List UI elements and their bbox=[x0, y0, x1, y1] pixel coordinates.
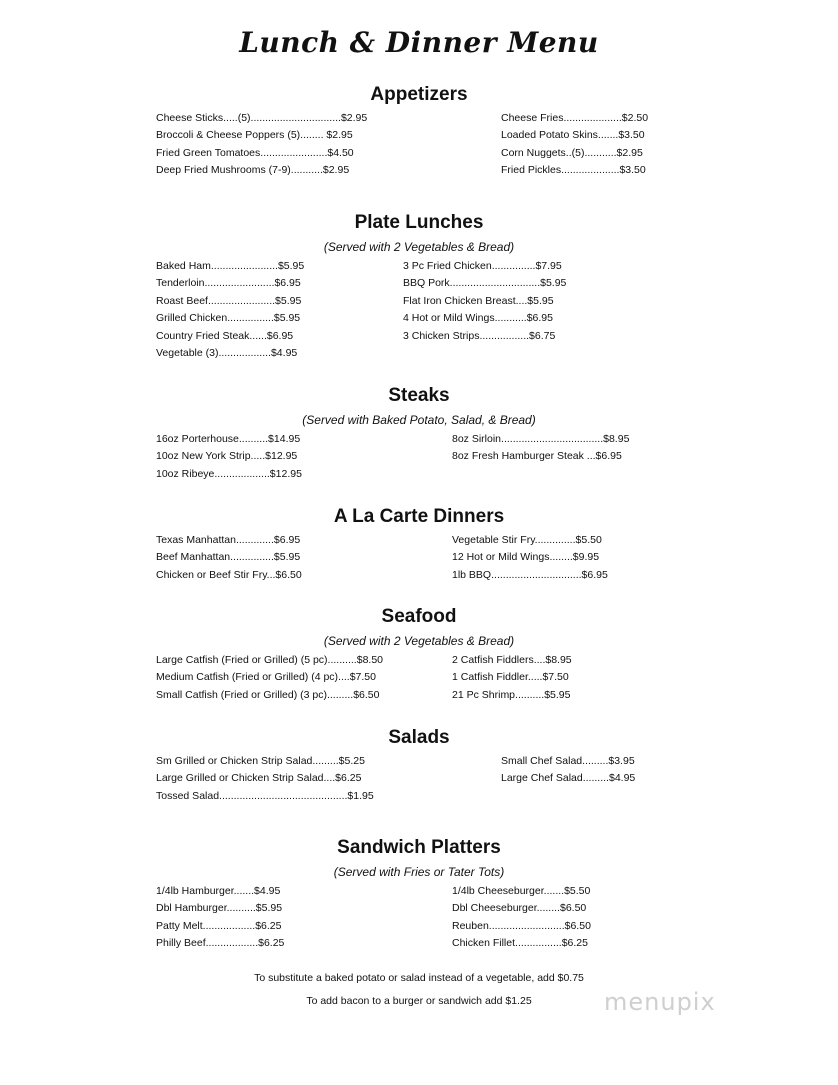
menu-item: Roast Beef.......................$5.95 bbox=[156, 294, 302, 307]
menu-item: 3 Chicken Strips.................$6.75 bbox=[403, 329, 556, 342]
menu-item: Fried Pickles....................$3.50 bbox=[501, 164, 646, 177]
menu-title: Lunch & Dinner Menu bbox=[239, 26, 599, 59]
menu-item: Country Fried Steak......$6.95 bbox=[156, 329, 294, 342]
menu-item: 4 Hot or Mild Wings...........$6.95 bbox=[403, 312, 553, 325]
seafood-left-column bbox=[156, 652, 383, 704]
menu-item: Texas Manhattan.............$6.95 bbox=[156, 534, 301, 546]
steaks-heading: Steaks bbox=[388, 385, 450, 406]
menu-item: Small Catfish (Fried or Grilled) (3 pc).........$6.50 bbox=[156, 688, 380, 701]
menu-item: Large Catfish (Fried or Grilled) (5 pc)..........$8.50 bbox=[156, 654, 384, 666]
menu-item: Large Chef Salad.........$4.95 bbox=[501, 772, 636, 785]
menu-item: 3 Pc Fried Chicken...............$7.95 bbox=[403, 260, 562, 272]
menu-item: 8oz Sirloin...................................$8.95 bbox=[452, 433, 630, 445]
menu-item: 10oz Ribeye...................$12.95 bbox=[156, 467, 302, 480]
menu-item: Flat Iron Chicken Breast....$5.95 bbox=[403, 294, 554, 307]
plate-lunches-left-column bbox=[156, 258, 304, 362]
menu-item: Chicken Fillet................$6.25 bbox=[452, 937, 588, 950]
menu-item: Dbl Cheeseburger........$6.50 bbox=[452, 902, 587, 915]
sandwich-platters-right-column bbox=[452, 883, 591, 953]
menu-item: Patty Melt..................$6.25 bbox=[156, 919, 282, 932]
menu-item: 1 Catfish Fiddler.....$7.50 bbox=[452, 671, 569, 684]
menu-item: Tenderloin........................$6.95 bbox=[156, 277, 301, 290]
menu-item: 21 Pc Shrimp..........$5.95 bbox=[452, 688, 571, 701]
appetizers-left-column bbox=[156, 110, 367, 180]
menu-item: 12 Hot or Mild Wings........$9.95 bbox=[452, 551, 600, 564]
menu-item: 8oz Fresh Hamburger Steak ...$6.95 bbox=[452, 450, 622, 463]
menu-item: Beef Manhattan...............$5.95 bbox=[156, 551, 301, 564]
plate-lunches-heading: Plate Lunches bbox=[354, 212, 484, 233]
substitute-note: To substitute a baked potato or salad instead of a vegetable, add $0.75 bbox=[254, 972, 584, 984]
steaks-right-column bbox=[452, 431, 629, 466]
menu-item: Sm Grilled or Chicken Strip Salad.........$5.25 bbox=[156, 755, 365, 767]
menu-item: Corn Nuggets..(5)...........$2.95 bbox=[501, 146, 643, 159]
menu-item: 2 Catfish Fiddlers....$8.95 bbox=[452, 654, 572, 666]
menu-item: Chicken or Beef Stir Fry...$6.50 bbox=[156, 568, 302, 581]
menu-item: 16oz Porterhouse..........$14.95 bbox=[156, 433, 301, 445]
a-la-carte-heading: A La Carte Dinners bbox=[333, 506, 505, 527]
menupix-watermark: menupix bbox=[604, 988, 716, 1016]
sandwich-platters-left-column bbox=[156, 883, 284, 953]
sandwich-platters-heading: Sandwich Platters bbox=[337, 837, 501, 858]
menu-item: Deep Fried Mushrooms (7-9)...........$2.95 bbox=[156, 164, 350, 177]
menu-item: Tossed Salad............................................$1.95 bbox=[156, 789, 374, 802]
menu-item: 1/4lb Hamburger.......$4.95 bbox=[156, 885, 281, 897]
appetizers-right-column bbox=[501, 110, 648, 180]
a-la-carte-left-column bbox=[156, 532, 302, 584]
menu-item: Baked Ham.......................$5.95 bbox=[156, 260, 305, 272]
menu-item: Vegetable Stir Fry..............$5.50 bbox=[452, 534, 602, 546]
menu-item: Grilled Chicken................$5.95 bbox=[156, 312, 301, 325]
menu-item: Large Grilled or Chicken Strip Salad....$6.25 bbox=[156, 772, 362, 785]
menu-item: Cheese Fries....................$2.50 bbox=[501, 112, 649, 124]
a-la-carte-right-column bbox=[452, 532, 608, 584]
steaks-left-column bbox=[156, 431, 302, 483]
menu-item: 1/4lb Cheeseburger.......$5.50 bbox=[452, 885, 591, 897]
menu-item: 10oz New York Strip.....$12.95 bbox=[156, 450, 298, 463]
plate-lunches-right-column bbox=[403, 258, 566, 345]
steaks-note: (Served with Baked Potato, Salad, & Bread) bbox=[302, 413, 536, 427]
menu-item: Dbl Hamburger..........$5.95 bbox=[156, 902, 283, 915]
seafood-heading: Seafood bbox=[381, 606, 457, 627]
salads-left-column bbox=[156, 753, 374, 805]
menu-item: Cheese Sticks.....(5)...............................$2.95 bbox=[156, 112, 368, 124]
menu-item: Vegetable (3)..................$4.95 bbox=[156, 347, 298, 360]
menu-item: 1lb BBQ...............................$6.95 bbox=[452, 568, 608, 581]
bacon-note: To add bacon to a burger or sandwich add $1.25 bbox=[306, 995, 532, 1007]
menu-item: Reuben..........................$6.50 bbox=[452, 919, 591, 932]
seafood-note: (Served with 2 Vegetables & Bread) bbox=[323, 634, 515, 648]
sandwich-platters-note: (Served with Fries or Tater Tots) bbox=[333, 865, 505, 879]
appetizers-heading: Appetizers bbox=[370, 84, 468, 105]
menu-item: BBQ Pork...............................$5.95 bbox=[403, 277, 567, 290]
salads-right-column bbox=[501, 753, 635, 788]
plate-lunches-note: (Served with 2 Vegetables & Bread) bbox=[323, 240, 515, 254]
menu-item: Medium Catfish (Fried or Grilled) (4 pc)....$7.50 bbox=[156, 671, 376, 684]
menu-item: Fried Green Tomatoes.......................$4.50 bbox=[156, 146, 354, 159]
seafood-right-column bbox=[452, 652, 572, 704]
salads-heading: Salads bbox=[388, 727, 450, 748]
menu-item: Broccoli & Cheese Poppers (5)........ $2.95 bbox=[156, 129, 353, 142]
menu-item: Small Chef Salad.........$3.95 bbox=[501, 755, 635, 767]
menu-item: Loaded Potato Skins.......$3.50 bbox=[501, 129, 645, 142]
menu-item: Philly Beef..................$6.25 bbox=[156, 937, 285, 950]
